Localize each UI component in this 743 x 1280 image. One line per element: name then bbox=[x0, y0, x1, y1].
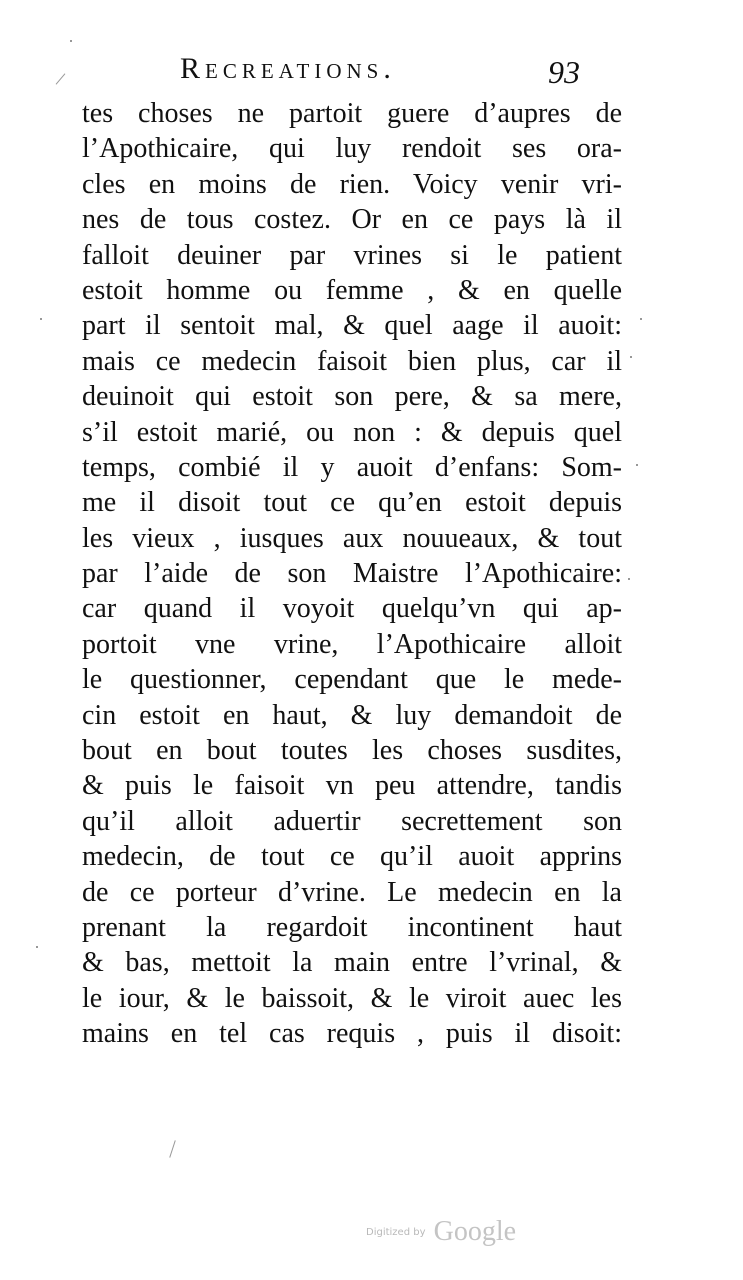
text-line: s’il estoit marié, ou non : & depuis quel bbox=[82, 416, 622, 448]
text-line: & bas, mettoit la main entre l’vrinal, & bbox=[82, 947, 622, 979]
text-line: estoit homme ou femme , & en quelle bbox=[82, 274, 622, 306]
text-line: falloit deuiner par vrines si le patient bbox=[82, 239, 622, 271]
scan-speck bbox=[640, 318, 642, 320]
watermark-prefix: Digitized by bbox=[366, 1226, 426, 1238]
text-line: me il disoit tout ce qu’en estoit depuis bbox=[82, 487, 622, 519]
scan-speck bbox=[70, 40, 72, 42]
text-line: mais ce medecin faisoit bien plus, car il bbox=[82, 345, 622, 377]
text-line: temps, combié il y auoit d’enfans: Som- bbox=[82, 451, 622, 483]
page-number: 93 bbox=[548, 54, 580, 90]
text-line: de ce porteur d’vrine. Le medecin en la bbox=[82, 876, 622, 908]
scan-speck bbox=[36, 946, 38, 948]
text-line: les vieux , iusques aux nouueaux, & tout bbox=[82, 522, 622, 554]
text-line: part il sentoit mal, & quel aage il auoit: bbox=[82, 310, 622, 342]
text-line: qu’il alloit aduertir secrettement son bbox=[82, 805, 622, 837]
scan-speck bbox=[630, 356, 632, 358]
text-line: cin estoit en haut, & luy demandoit de bbox=[82, 699, 622, 731]
text-line: mains en tel cas requis , puis il disoit: bbox=[82, 1018, 622, 1050]
text-line: bout en bout toutes les choses susdites, bbox=[82, 735, 622, 767]
digitized-watermark bbox=[366, 1216, 516, 1256]
text-line: par l’aide de son Maistre l’Apothicaire: bbox=[82, 558, 622, 590]
text-line: deuinoit qui estoit son pere, & sa mere, bbox=[82, 381, 622, 413]
text-line: nes de tous costez. Or en ce pays là il bbox=[82, 204, 622, 236]
text-line: le questionner, cependant que le mede- bbox=[82, 664, 622, 696]
text-line: prenant la regardoit incontinent haut bbox=[82, 911, 622, 943]
text-line: portoit vne vrine, l’Apothicaire alloit bbox=[82, 628, 622, 660]
text-line: medecin, de tout ce qu’il auoit apprins bbox=[82, 841, 622, 873]
text-line: car quand il voyoit quelqu’vn qui ap- bbox=[82, 593, 622, 625]
scan-stroke bbox=[56, 73, 66, 84]
running-title: Recreations. bbox=[180, 52, 396, 85]
scan-speck bbox=[636, 464, 638, 466]
watermark-brand: Google bbox=[433, 1216, 517, 1247]
text-line: l’Apothicaire, qui luy rendoit ses ora- bbox=[82, 133, 622, 165]
text-line: tes choses ne partoit guere d’aupres de bbox=[82, 98, 622, 129]
scan-speck bbox=[40, 318, 42, 320]
text-line: le iour, & le baissoit, & le viroit auec les bbox=[82, 982, 622, 1014]
text-line: cles en moins de rien. Voicy venir vri- bbox=[82, 168, 622, 200]
scan-stroke bbox=[169, 1140, 176, 1157]
body-text bbox=[82, 96, 622, 1052]
page-header bbox=[160, 52, 610, 96]
text-line: & puis le faisoit vn peu attendre, tandis bbox=[82, 770, 622, 802]
scan-speck bbox=[628, 578, 630, 580]
